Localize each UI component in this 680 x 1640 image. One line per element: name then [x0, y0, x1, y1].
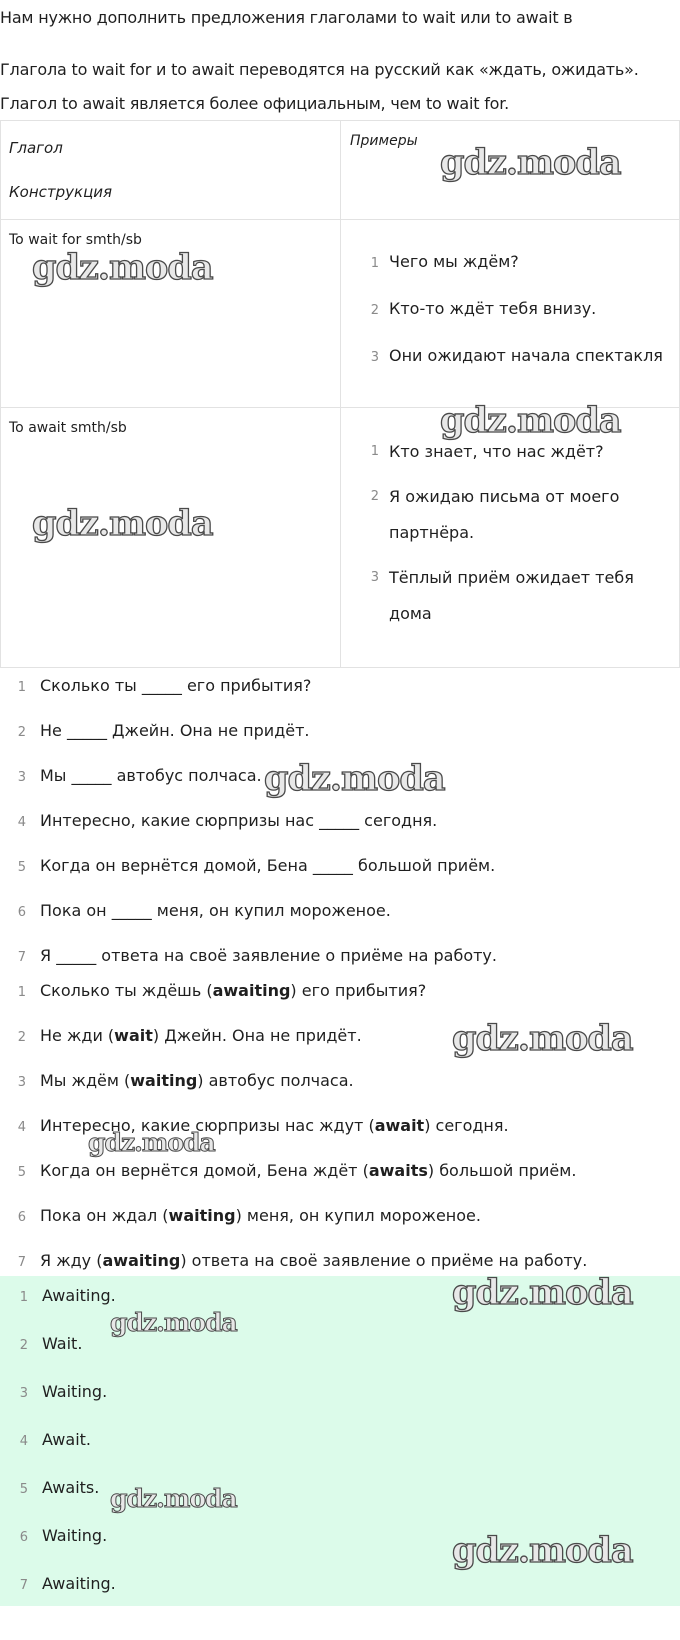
translation-item: 5 Когда он вернётся домой, Бена ждёт (awaits) большой приём.: [17, 1161, 577, 1180]
verb-table: [0, 120, 680, 668]
answer-item: 3 Waiting.: [19, 1382, 108, 1401]
examples-cell: [341, 408, 680, 668]
watermark-logo: gdz.moda: [88, 1128, 215, 1157]
translation-item: 7 Я жду (awaiting) ответа на своё заявление о приёме на работу.: [17, 1251, 588, 1270]
translation-item: 3 Мы ждём (waiting) автобус полчаса.: [17, 1071, 354, 1090]
exercise-item: 7 Я _____ ответа на своё заявление о приёме на работу.: [17, 946, 497, 965]
watermark-logo: gdz.moda: [440, 400, 621, 441]
watermark-logo: gdz.moda: [110, 1308, 237, 1337]
watermark-logo: gdz.moda: [452, 1272, 633, 1313]
answer-item: 1 Awaiting.: [19, 1286, 116, 1305]
intro-line-1: Нам нужно дополнить предложения глаголами to wait или to await в: [0, 8, 573, 27]
translation-item: 2 Не жди (wait) Джейн. Она не придёт.: [17, 1026, 362, 1045]
translation-item: 4 Интересно, какие сюрпризы нас ждут (await) сегодня.: [17, 1116, 509, 1135]
header-examples: Примеры: [350, 133, 418, 149]
watermark-logo: gdz.moda: [264, 758, 445, 799]
watermark-logo: gdz.moda: [452, 1018, 633, 1059]
construction-text: To await smth/sb: [9, 420, 127, 436]
watermark-logo: gdz.moda: [32, 247, 213, 288]
construction-text: To wait for smth/sb: [9, 232, 142, 248]
answer-item: 2 Wait.: [19, 1334, 83, 1353]
watermark-logo: gdz.moda: [452, 1530, 633, 1571]
exercise-item: 4 Интересно, какие сюрпризы нас _____ сегодня.: [17, 811, 438, 830]
exercise-item: 5 Когда он вернётся домой, Бена _____ большой приём.: [17, 856, 496, 875]
answer-item: 5 Awaits.: [19, 1478, 100, 1497]
translation-item: 1 Сколько ты ждёшь (awaiting) его прибытия?: [17, 981, 427, 1000]
examples-list: [365, 244, 663, 376]
example-item: 3 Тёплый приём ожидает тебя дома: [370, 568, 634, 623]
exercise-item: 6 Пока он _____ меня, он купил мороженое.: [17, 901, 391, 920]
exercise-item: 1 Сколько ты _____ его прибытия?: [17, 676, 312, 695]
answer-item: 4 Await.: [19, 1430, 91, 1449]
example-item: 1 Чего мы ждём?: [370, 252, 519, 271]
intro-line-2: Глагола to wait for и to await переводятся на русский как «ждать, ожидать».: [0, 60, 639, 79]
example-item: 2 Я ожидаю письма от моего партнёра.: [370, 487, 620, 542]
examples-cell: [341, 220, 680, 408]
watermark-logo: gdz.moda: [32, 503, 213, 544]
watermark-logo: gdz.moda: [440, 142, 621, 183]
translation-item: 6 Пока он ждал (waiting) меня, он купил мороженое.: [17, 1206, 481, 1225]
exercise-item: 2 Не _____ Джейн. Она не придёт.: [17, 721, 310, 740]
header-verb: Глагол: [9, 139, 63, 157]
example-item: 2 Кто-то ждёт тебя внизу.: [370, 299, 597, 318]
answer-item: 6 Waiting.: [19, 1526, 108, 1545]
exercise-item: 3 Мы _____ автобус полчаса.: [17, 766, 262, 785]
header-construction: Конструкция: [9, 183, 113, 201]
example-item: 3 Они ожидают начала спектакля: [370, 346, 663, 365]
watermark-logo: gdz.moda: [110, 1484, 237, 1513]
examples-list: [365, 434, 655, 632]
header-verb-cell: [1, 121, 341, 220]
example-item: 1 Кто знает, что нас ждёт?: [370, 442, 604, 461]
answer-item: 7 Awaiting.: [19, 1574, 116, 1593]
intro-line-3: Глагол to await является более официальным, чем to wait for.: [0, 94, 510, 113]
